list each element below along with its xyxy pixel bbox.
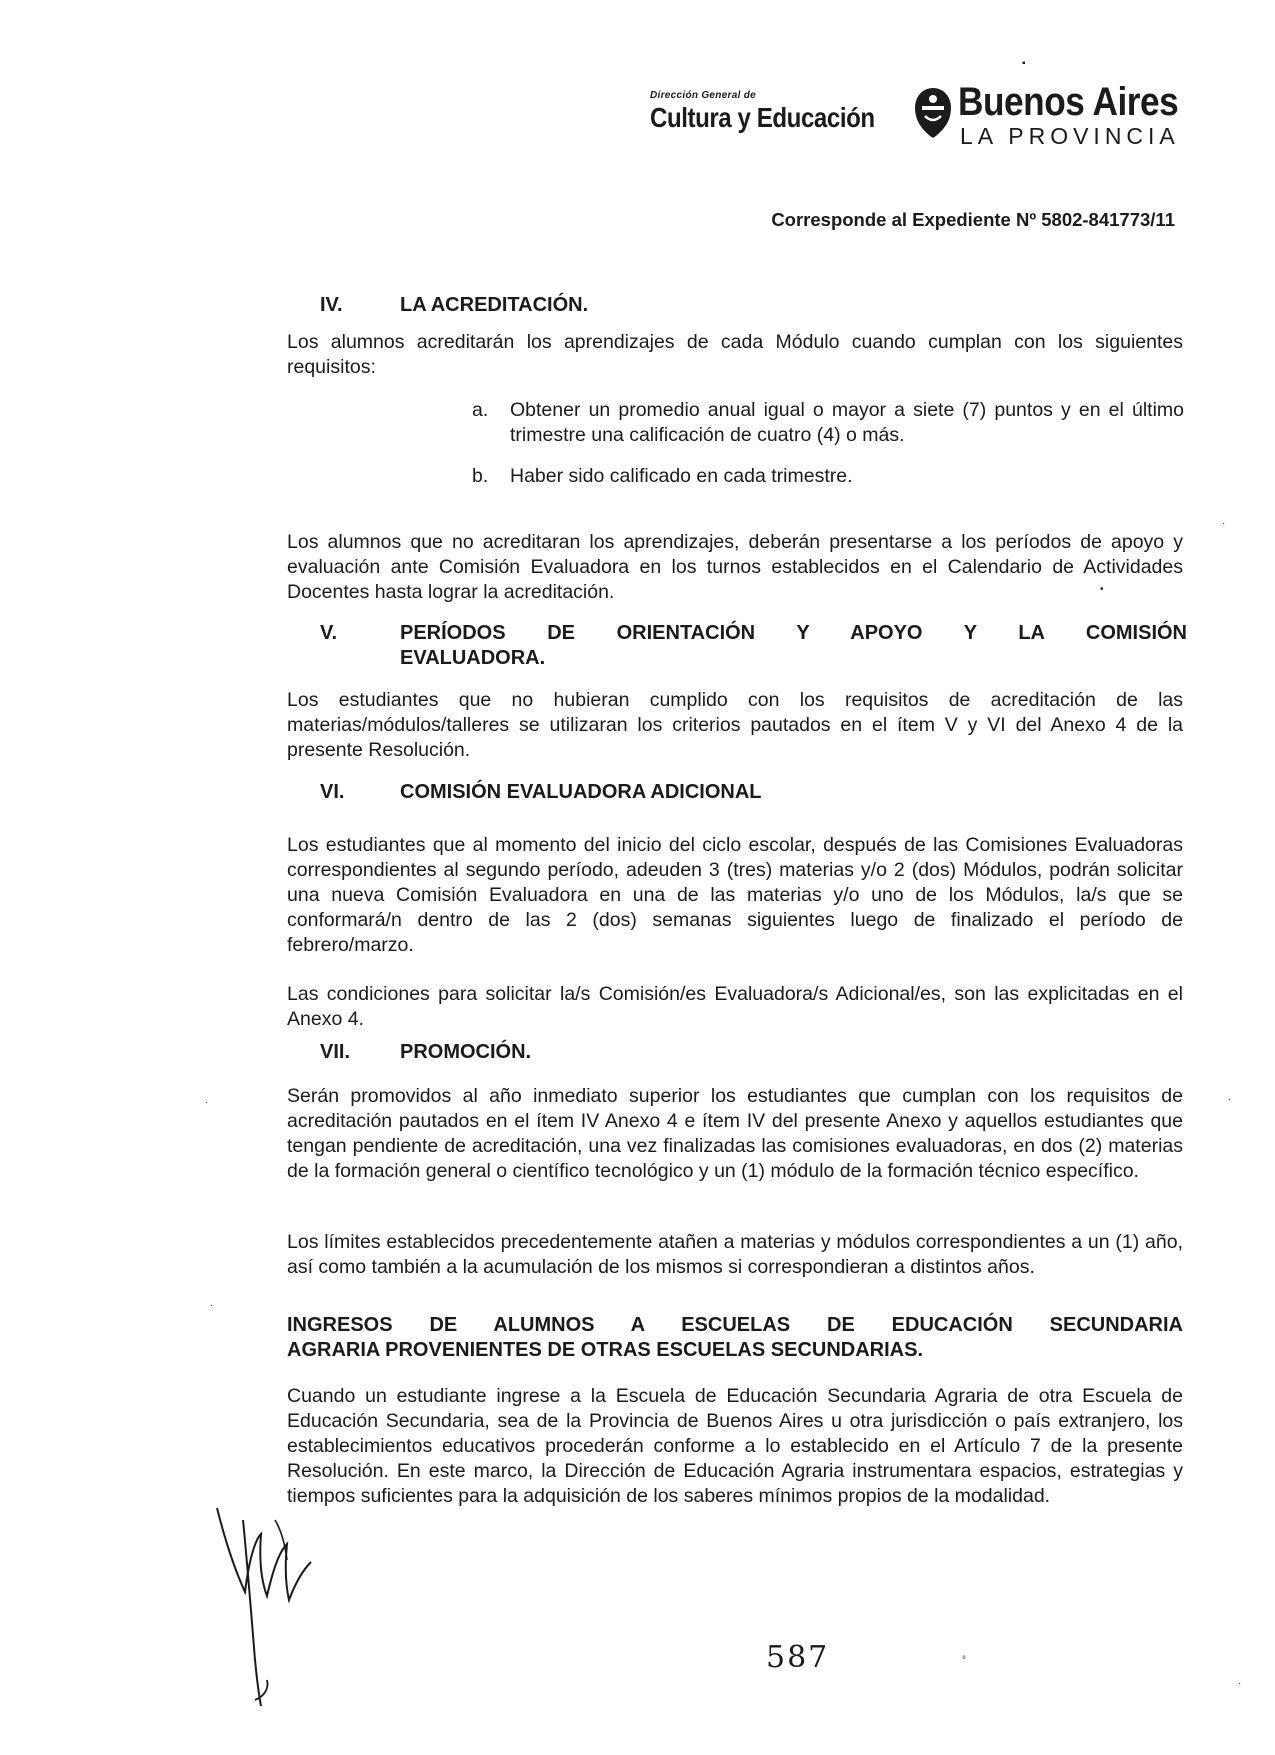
section-iv-intro: Los alumnos acreditarán los aprendizajes de cada Módulo cuando cumplan con los siguientes requisitos: bbox=[287, 331, 1183, 378]
requirement-marker-a: a. bbox=[472, 399, 489, 421]
section-v-body: Los estudiantes que no hubieran cumplido con los requisitos de acreditación de las materias/módulos/talleres se utilizaran los criterios pautados en el ítem V y VI del Anexo 4 de la presente Resolución. bbox=[287, 689, 1183, 761]
requirement-item-b bbox=[472, 464, 1184, 489]
logo-left-text: Cultura y Educación bbox=[650, 102, 875, 133]
section-vi-body-1: Los estudiantes que al momento del inicio del ciclo escolar, después de las Comisiones Evaluadoras correspondientes al segundo período, adeuden 3 (tres) materias y/o 2 (dos) Módulos, podrán solicitar una nueva Comisión Evaluadora en una de las materias y/o uno de los Módulos, la/s que se conformará/n dentro de las 2 (dos) semanas siguientes luego de finalizado el período de febrero/marzo. bbox=[287, 834, 1183, 956]
scan-mark: ° bbox=[962, 1655, 966, 1666]
requirement-text-a: Obtener un promedio anual igual o mayor a siete (7) puntos y en el último trimestre una calificación de cuatro (4) o más. bbox=[510, 399, 1184, 446]
header-logo bbox=[650, 78, 1190, 158]
scan-mark: · bbox=[205, 1097, 209, 1108]
page-number: 587 bbox=[766, 1640, 830, 1675]
section-vi-title: COMISIÓN EVALUADORA ADICIONAL bbox=[400, 781, 762, 803]
ingresos-title-line2: AGRARIA PROVENIENTES DE OTRAS ESCUELAS SECUNDARIAS. bbox=[287, 1339, 923, 1361]
scan-mark: • bbox=[1100, 584, 1104, 595]
section-v-title-line1: PERÍODOS DE ORIENTACIÓN Y APOYO Y LA COMISIÓN bbox=[400, 622, 1187, 644]
section-vi-body-2: Las condiciones para solicitar la/s Comisión/es Evaluadora/s Adicional/es, son las explicitadas en el Anexo 4. bbox=[287, 983, 1183, 1030]
section-vii-title: PROMOCIÓN. bbox=[400, 1041, 532, 1063]
logo-buenos-aires-text: Buenos Aires bbox=[958, 80, 1179, 124]
section-iv-title: LA ACREDITACIÓN. bbox=[400, 294, 589, 316]
scan-mark: ▪ bbox=[1022, 58, 1026, 69]
section-iv-followup: Los alumnos que no acreditaran los aprendizajes, deberán presentarse a los períodos de apoyo y evaluación ante Comisión Evaluadora en los turnos establecidos en el Calendario de Actividades Docentes hasta lograr la acreditación. bbox=[287, 531, 1183, 603]
section-vii-body-2: Los límites establecidos precedentemente atañen a materias y módulos correspondientes a un (1) año, así como también a la acumulación de los mismos si correspondieran a distintos años. bbox=[287, 1231, 1183, 1278]
scan-mark: · bbox=[210, 1300, 214, 1311]
scan-mark: · bbox=[1222, 518, 1226, 529]
handwritten-signature bbox=[215, 1500, 325, 1710]
section-v-number: V. bbox=[320, 622, 338, 644]
requirement-marker-b: b. bbox=[472, 465, 489, 487]
ingresos-body: Cuando un estudiante ingrese a la Escuela de Educación Secundaria Agraria de otra Escuela de Educación Secundaria, sea de la Provincia de Buenos Aires u otra jurisdicción o país extranjero, los establecimientos educativos procederán conforme a lo establecido en el Artículo 7 de la presente Resolución. En este marco, la Dirección de Educación Agraria instrumentara espacios, estrategias y tiempos suficientes para la adquisición de los saberes mínimos propios de la modalidad. bbox=[287, 1385, 1183, 1507]
section-v-heading bbox=[320, 621, 1187, 671]
expediente-reference: Corresponde al Expediente Nº 5802-841773/11 bbox=[771, 209, 1175, 230]
ingresos-title-line1: INGRESOS DE ALUMNOS A ESCUELAS DE EDUCACIÓN SECUNDARIA bbox=[287, 1314, 1183, 1336]
province-emblem-icon bbox=[912, 86, 954, 140]
requirement-text-b: Haber sido calificado en cada trimestre. bbox=[510, 465, 853, 487]
section-vii-body-1: Serán promovidos al año inmediato superior los estudiantes que cumplan con los requisitos de acreditación pautados en el ítem IV Anexo 4 e ítem IV del presente Anexo y aquellos estudiantes que tengan pendiente de acreditación, una vez finalizadas las comisiones evaluadoras, en dos (2) materias de la formación general o científico tecnológico y un (1) módulo de la formación técnico específico. bbox=[287, 1085, 1183, 1182]
logo-la-provincia-text: LA PROVINCIA bbox=[960, 123, 1180, 149]
logo-small-text: Dirección General de bbox=[650, 90, 757, 101]
section-v-title-line2: EVALUADORA. bbox=[400, 647, 546, 669]
scan-mark: · bbox=[1238, 1678, 1242, 1689]
section-vi-number: VI. bbox=[320, 781, 345, 803]
requirement-item-a bbox=[472, 398, 1184, 448]
scan-mark: · bbox=[1228, 1094, 1232, 1105]
section-vii-number: VII. bbox=[320, 1041, 351, 1063]
section-iv-number: IV. bbox=[320, 294, 343, 316]
ingresos-heading bbox=[287, 1313, 1183, 1363]
